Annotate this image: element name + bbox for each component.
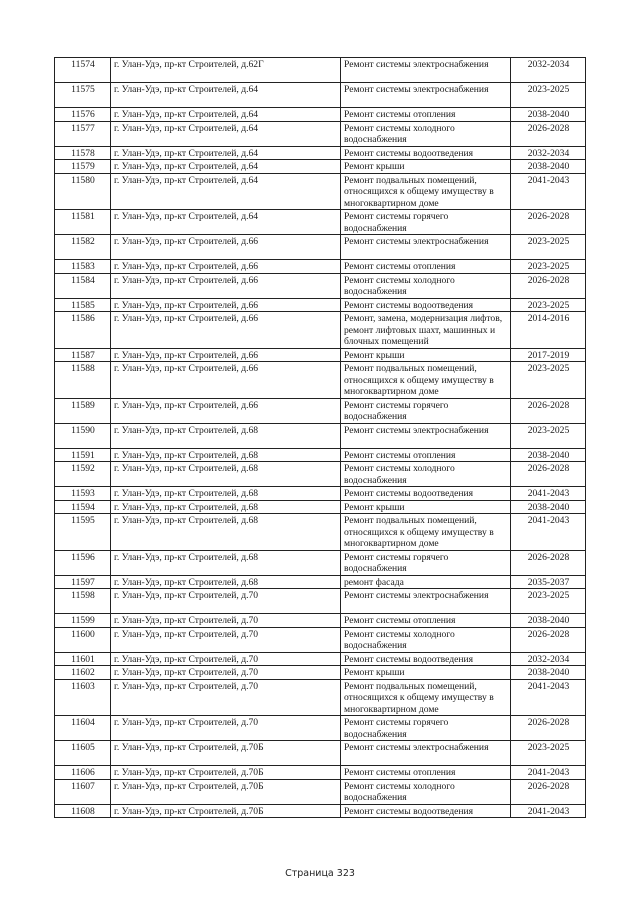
table-row — [55, 160, 586, 174]
row-work-type: Ремонт системы отопления — [341, 260, 511, 274]
row-address: г. Улан-Удэ, пр-кт Строителей, д.64 — [111, 210, 341, 235]
row-period: 2038-2040 — [511, 448, 586, 462]
row-period: 2026-2028 — [511, 121, 586, 146]
row-number: 11607 — [55, 779, 111, 804]
row-number: 11581 — [55, 210, 111, 235]
row-period: 2026-2028 — [511, 550, 586, 575]
table-row — [55, 627, 586, 652]
row-work-type: Ремонт, замена, модернизация лифтов, ремонт лифтовых шахт, машинных и блочных помещений — [341, 312, 511, 349]
row-address: г. Улан-Удэ, пр-кт Строителей, д.70 — [111, 666, 341, 680]
row-period: 2026-2028 — [511, 627, 586, 652]
row-work-type: Ремонт системы водоотведения — [341, 146, 511, 160]
row-address: г. Улан-Удэ, пр-кт Строителей, д.68 — [111, 550, 341, 575]
row-number: 11593 — [55, 487, 111, 501]
row-work-type: Ремонт системы горячего водоснабжения — [341, 398, 511, 423]
row-work-type: Ремонт системы водоотведения — [341, 298, 511, 312]
table-row — [55, 173, 586, 210]
table-row — [55, 448, 586, 462]
page-number: Страница 323 — [285, 868, 355, 879]
row-address: г. Улан-Удэ, пр-кт Строителей, д.68 — [111, 514, 341, 551]
table-body — [55, 58, 586, 818]
table-row — [55, 146, 586, 160]
row-number: 11586 — [55, 312, 111, 349]
row-address: г. Улан-Удэ, пр-кт Строителей, д.64 — [111, 146, 341, 160]
row-number: 11604 — [55, 716, 111, 741]
row-number: 11590 — [55, 423, 111, 448]
row-period: 2041-2043 — [511, 804, 586, 818]
row-number: 11598 — [55, 589, 111, 614]
row-number: 11580 — [55, 173, 111, 210]
row-number: 11602 — [55, 666, 111, 680]
row-address: г. Улан-Удэ, пр-кт Строителей, д.62Г — [111, 58, 341, 83]
row-number: 11608 — [55, 804, 111, 818]
row-address: г. Улан-Удэ, пр-кт Строителей, д.70 — [111, 679, 341, 716]
row-address: г. Улан-Удэ, пр-кт Строителей, д.68 — [111, 448, 341, 462]
row-work-type: Ремонт системы холодного водоснабжения — [341, 462, 511, 487]
row-address: г. Улан-Удэ, пр-кт Строителей, д.66 — [111, 398, 341, 423]
row-address: г. Улан-Удэ, пр-кт Строителей, д.70Б — [111, 766, 341, 780]
row-number: 11575 — [55, 83, 111, 108]
row-number: 11597 — [55, 575, 111, 589]
row-number: 11601 — [55, 652, 111, 666]
table-row — [55, 260, 586, 274]
row-number: 11606 — [55, 766, 111, 780]
row-number: 11574 — [55, 58, 111, 83]
row-address: г. Улан-Удэ, пр-кт Строителей, д.68 — [111, 575, 341, 589]
row-period: 2023-2025 — [511, 589, 586, 614]
row-number: 11600 — [55, 627, 111, 652]
row-number: 11603 — [55, 679, 111, 716]
table-row — [55, 652, 586, 666]
row-work-type: ремонт фасада — [341, 575, 511, 589]
row-work-type: Ремонт системы горячего водоснабжения — [341, 550, 511, 575]
row-work-type: Ремонт системы водоотведения — [341, 652, 511, 666]
row-address: г. Улан-Удэ, пр-кт Строителей, д.68 — [111, 500, 341, 514]
row-address: г. Улан-Удэ, пр-кт Строителей, д.64 — [111, 108, 341, 122]
row-work-type: Ремонт системы электроснабжения — [341, 423, 511, 448]
row-period: 2026-2028 — [511, 398, 586, 423]
row-period: 2023-2025 — [511, 260, 586, 274]
row-address: г. Улан-Удэ, пр-кт Строителей, д.66 — [111, 362, 341, 399]
row-period: 2038-2040 — [511, 614, 586, 628]
row-address: г. Улан-Удэ, пр-кт Строителей, д.70Б — [111, 779, 341, 804]
row-number: 11589 — [55, 398, 111, 423]
row-address: г. Улан-Удэ, пр-кт Строителей, д.64 — [111, 173, 341, 210]
row-address: г. Улан-Удэ, пр-кт Строителей, д.66 — [111, 348, 341, 362]
row-address: г. Улан-Удэ, пр-кт Строителей, д.64 — [111, 160, 341, 174]
table-row — [55, 666, 586, 680]
table-row — [55, 679, 586, 716]
row-address: г. Улан-Удэ, пр-кт Строителей, д.70 — [111, 652, 341, 666]
row-period: 2026-2028 — [511, 779, 586, 804]
row-number: 11595 — [55, 514, 111, 551]
row-work-type: Ремонт подвальных помещений, относящихся к общему имуществу в многоквартирном доме — [341, 679, 511, 716]
row-work-type: Ремонт подвальных помещений, относящихся к общему имуществу в многоквартирном доме — [341, 362, 511, 399]
row-period: 2026-2028 — [511, 273, 586, 298]
row-period: 2023-2025 — [511, 362, 586, 399]
row-work-type: Ремонт системы электроснабжения — [341, 741, 511, 766]
row-period: 2041-2043 — [511, 766, 586, 780]
row-number: 11599 — [55, 614, 111, 628]
row-number: 11594 — [55, 500, 111, 514]
row-number: 11591 — [55, 448, 111, 462]
table-row — [55, 312, 586, 349]
row-period: 2032-2034 — [511, 146, 586, 160]
row-work-type: Ремонт системы электроснабжения — [341, 83, 511, 108]
row-period: 2023-2025 — [511, 83, 586, 108]
table-row — [55, 804, 586, 818]
row-address: г. Улан-Удэ, пр-кт Строителей, д.70 — [111, 589, 341, 614]
table-row — [55, 766, 586, 780]
row-period: 2023-2025 — [511, 741, 586, 766]
row-address: г. Улан-Удэ, пр-кт Строителей, д.70 — [111, 716, 341, 741]
table-row — [55, 589, 586, 614]
table-row — [55, 741, 586, 766]
table-row — [55, 462, 586, 487]
row-number: 11588 — [55, 362, 111, 399]
row-number: 11605 — [55, 741, 111, 766]
table-row — [55, 514, 586, 551]
table-row — [55, 121, 586, 146]
row-work-type: Ремонт системы холодного водоснабжения — [341, 121, 511, 146]
row-work-type: Ремонт подвальных помещений, относящихся к общему имуществу в многоквартирном доме — [341, 514, 511, 551]
table-row — [55, 398, 586, 423]
table-row — [55, 614, 586, 628]
table-row — [55, 487, 586, 501]
row-period: 2023-2025 — [511, 235, 586, 260]
row-address: г. Улан-Удэ, пр-кт Строителей, д.70Б — [111, 804, 341, 818]
table-row — [55, 362, 586, 399]
row-work-type: Ремонт системы отопления — [341, 448, 511, 462]
row-address: г. Улан-Удэ, пр-кт Строителей, д.66 — [111, 312, 341, 349]
row-address: г. Улан-Удэ, пр-кт Строителей, д.68 — [111, 487, 341, 501]
table-row — [55, 423, 586, 448]
row-number: 11577 — [55, 121, 111, 146]
row-period: 2041-2043 — [511, 173, 586, 210]
row-number: 11583 — [55, 260, 111, 274]
row-period: 2041-2043 — [511, 514, 586, 551]
row-number: 11578 — [55, 146, 111, 160]
row-period: 2023-2025 — [511, 298, 586, 312]
row-period: 2038-2040 — [511, 160, 586, 174]
row-address: г. Улан-Удэ, пр-кт Строителей, д.70 — [111, 627, 341, 652]
row-address: г. Улан-Удэ, пр-кт Строителей, д.68 — [111, 462, 341, 487]
row-period: 2017-2019 — [511, 348, 586, 362]
repair-schedule-table — [54, 57, 586, 818]
table-row — [55, 298, 586, 312]
table-row — [55, 235, 586, 260]
row-work-type: Ремонт системы холодного водоснабжения — [341, 779, 511, 804]
row-address: г. Улан-Удэ, пр-кт Строителей, д.64 — [111, 121, 341, 146]
row-address: г. Улан-Удэ, пр-кт Строителей, д.66 — [111, 235, 341, 260]
row-period: 2026-2028 — [511, 462, 586, 487]
row-work-type: Ремонт системы холодного водоснабжения — [341, 627, 511, 652]
row-period: 2026-2028 — [511, 210, 586, 235]
row-work-type: Ремонт системы холодного водоснабжения — [341, 273, 511, 298]
row-period: 2038-2040 — [511, 500, 586, 514]
row-period: 2035-2037 — [511, 575, 586, 589]
table-row — [55, 58, 586, 83]
table-row — [55, 273, 586, 298]
table-row — [55, 108, 586, 122]
row-address: г. Улан-Удэ, пр-кт Строителей, д.66 — [111, 260, 341, 274]
row-period: 2026-2028 — [511, 716, 586, 741]
row-work-type: Ремонт крыши — [341, 666, 511, 680]
table-row — [55, 210, 586, 235]
row-address: г. Улан-Удэ, пр-кт Строителей, д.64 — [111, 83, 341, 108]
row-work-type: Ремонт крыши — [341, 348, 511, 362]
row-work-type: Ремонт системы горячего водоснабжения — [341, 716, 511, 741]
row-period: 2023-2025 — [511, 423, 586, 448]
row-number: 11596 — [55, 550, 111, 575]
row-address: г. Улан-Удэ, пр-кт Строителей, д.66 — [111, 273, 341, 298]
row-work-type: Ремонт системы водоотведения — [341, 487, 511, 501]
row-work-type: Ремонт крыши — [341, 500, 511, 514]
table-row — [55, 575, 586, 589]
row-address: г. Улан-Удэ, пр-кт Строителей, д.66 — [111, 298, 341, 312]
row-period: 2032-2034 — [511, 58, 586, 83]
row-period: 2014-2016 — [511, 312, 586, 349]
row-period: 2041-2043 — [511, 487, 586, 501]
row-period: 2041-2043 — [511, 679, 586, 716]
row-work-type: Ремонт системы электроснабжения — [341, 589, 511, 614]
row-work-type: Ремонт системы электроснабжения — [341, 58, 511, 83]
table-row — [55, 716, 586, 741]
row-period: 2038-2040 — [511, 666, 586, 680]
row-period: 2032-2034 — [511, 652, 586, 666]
row-number: 11587 — [55, 348, 111, 362]
row-number: 11579 — [55, 160, 111, 174]
row-address: г. Улан-Удэ, пр-кт Строителей, д.68 — [111, 423, 341, 448]
row-number: 11576 — [55, 108, 111, 122]
table-row — [55, 779, 586, 804]
row-address: г. Улан-Удэ, пр-кт Строителей, д.70 — [111, 614, 341, 628]
row-address: г. Улан-Удэ, пр-кт Строителей, д.70Б — [111, 741, 341, 766]
row-work-type: Ремонт системы водоотведения — [341, 804, 511, 818]
row-work-type: Ремонт системы отопления — [341, 614, 511, 628]
row-work-type: Ремонт системы отопления — [341, 108, 511, 122]
table-row — [55, 500, 586, 514]
row-number: 11584 — [55, 273, 111, 298]
row-work-type: Ремонт подвальных помещений, относящихся к общему имуществу в многоквартирном доме — [341, 173, 511, 210]
row-work-type: Ремонт крыши — [341, 160, 511, 174]
table-row — [55, 348, 586, 362]
row-number: 11585 — [55, 298, 111, 312]
row-number: 11582 — [55, 235, 111, 260]
row-work-type: Ремонт системы электроснабжения — [341, 235, 511, 260]
row-work-type: Ремонт системы горячего водоснабжения — [341, 210, 511, 235]
row-period: 2038-2040 — [511, 108, 586, 122]
row-number: 11592 — [55, 462, 111, 487]
row-work-type: Ремонт системы отопления — [341, 766, 511, 780]
table-row — [55, 83, 586, 108]
table-row — [55, 550, 586, 575]
